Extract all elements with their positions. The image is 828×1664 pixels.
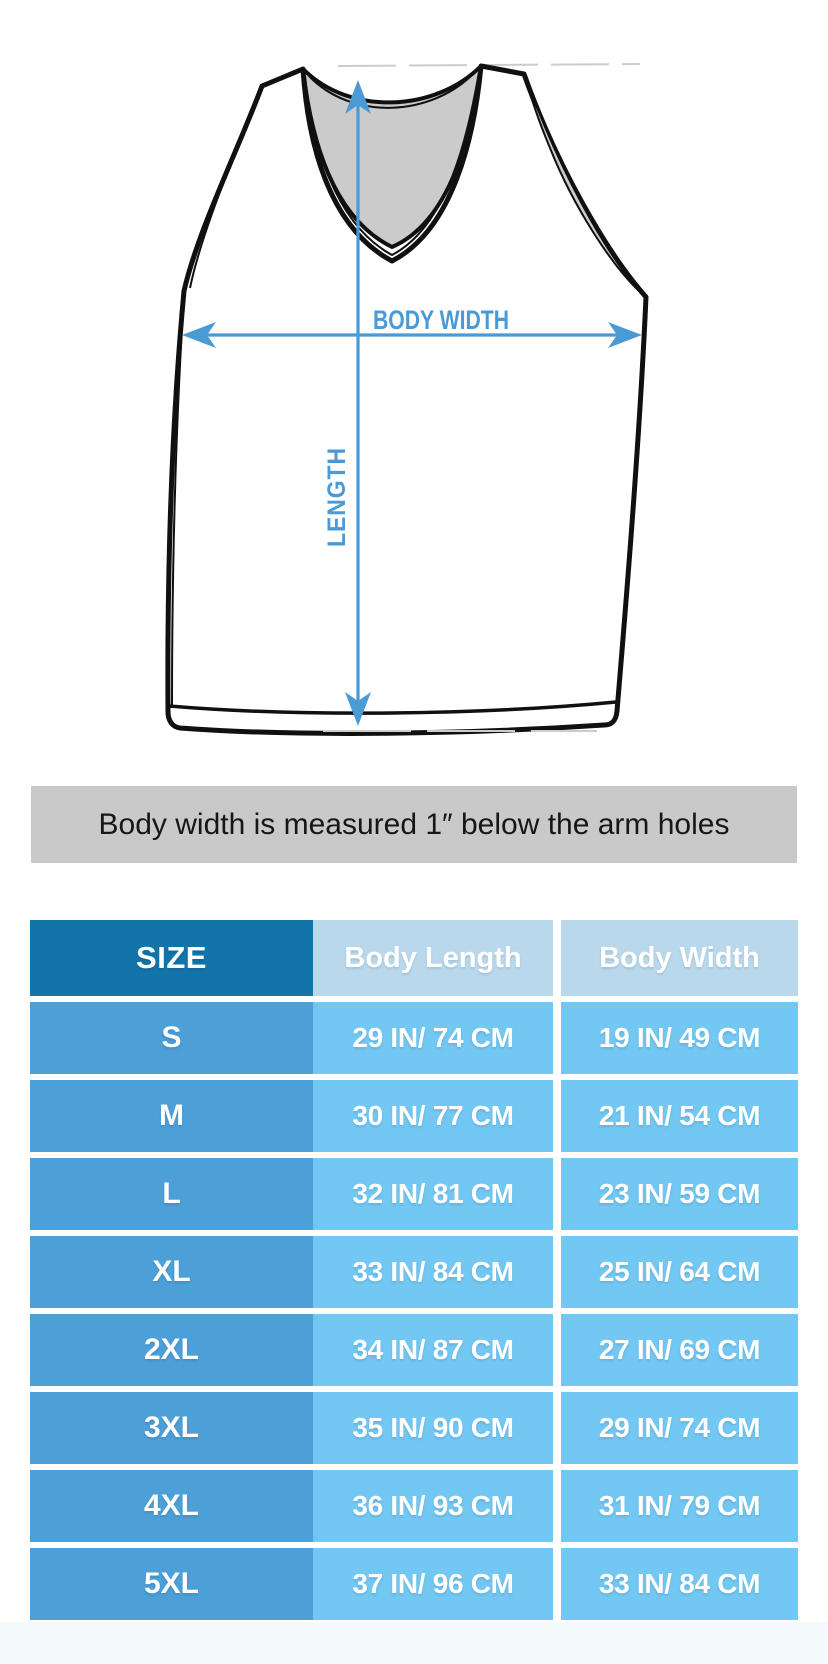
size-chart-row [30, 1470, 798, 1542]
size-chart-row [30, 1392, 798, 1464]
size-chart-row [30, 1548, 798, 1620]
body-width-cell: 19 IN/ 49 CM [561, 1002, 798, 1074]
size-chart-row [30, 1002, 798, 1074]
body-length-cell: 33 IN/ 84 CM [313, 1236, 553, 1308]
body-width-label: BODY WIDTH [373, 305, 509, 335]
size-chart-row [30, 1158, 798, 1230]
column-header-size: SIZE [30, 920, 313, 996]
body-width-cell: 23 IN/ 59 CM [561, 1158, 798, 1230]
size-chart-row [30, 1080, 798, 1152]
body-length-cell: 30 IN/ 77 CM [313, 1080, 553, 1152]
body-length-cell: 32 IN/ 81 CM [313, 1158, 553, 1230]
tank-top-diagram [0, 0, 828, 770]
size-cell: S [30, 1002, 313, 1074]
size-chart-row [30, 1236, 798, 1308]
body-width-cell: 25 IN/ 64 CM [561, 1236, 798, 1308]
size-chart-body [30, 1002, 798, 1620]
length-label: LENGTH [323, 438, 351, 547]
body-width-cell: 33 IN/ 84 CM [561, 1548, 798, 1620]
size-cell: XL [30, 1236, 313, 1308]
size-chart-header-row [30, 920, 798, 996]
size-cell: L [30, 1158, 313, 1230]
body-width-cell: 31 IN/ 79 CM [561, 1470, 798, 1542]
size-chart-table [30, 920, 798, 1626]
body-length-cell: 36 IN/ 93 CM [313, 1470, 553, 1542]
size-cell: 2XL [30, 1314, 313, 1386]
body-width-cell: 27 IN/ 69 CM [561, 1314, 798, 1386]
column-header-body-width: Body Width [561, 920, 798, 996]
footer-strip [0, 1622, 828, 1664]
size-cell: 5XL [30, 1548, 313, 1620]
column-header-body-length: Body Length [313, 920, 553, 996]
body-length-cell: 37 IN/ 96 CM [313, 1548, 553, 1620]
body-width-cell: 21 IN/ 54 CM [561, 1080, 798, 1152]
measurement-note [31, 786, 797, 863]
measurement-note-text: Body width is measured 1″ below the arm holes [98, 807, 730, 841]
size-cell: M [30, 1080, 313, 1152]
size-chart-row [30, 1314, 798, 1386]
body-length-cell: 34 IN/ 87 CM [313, 1314, 553, 1386]
body-length-cell: 29 IN/ 74 CM [313, 1002, 553, 1074]
size-cell: 4XL [30, 1470, 313, 1542]
body-width-cell: 29 IN/ 74 CM [561, 1392, 798, 1464]
size-cell: 3XL [30, 1392, 313, 1464]
body-length-cell: 35 IN/ 90 CM [313, 1392, 553, 1464]
